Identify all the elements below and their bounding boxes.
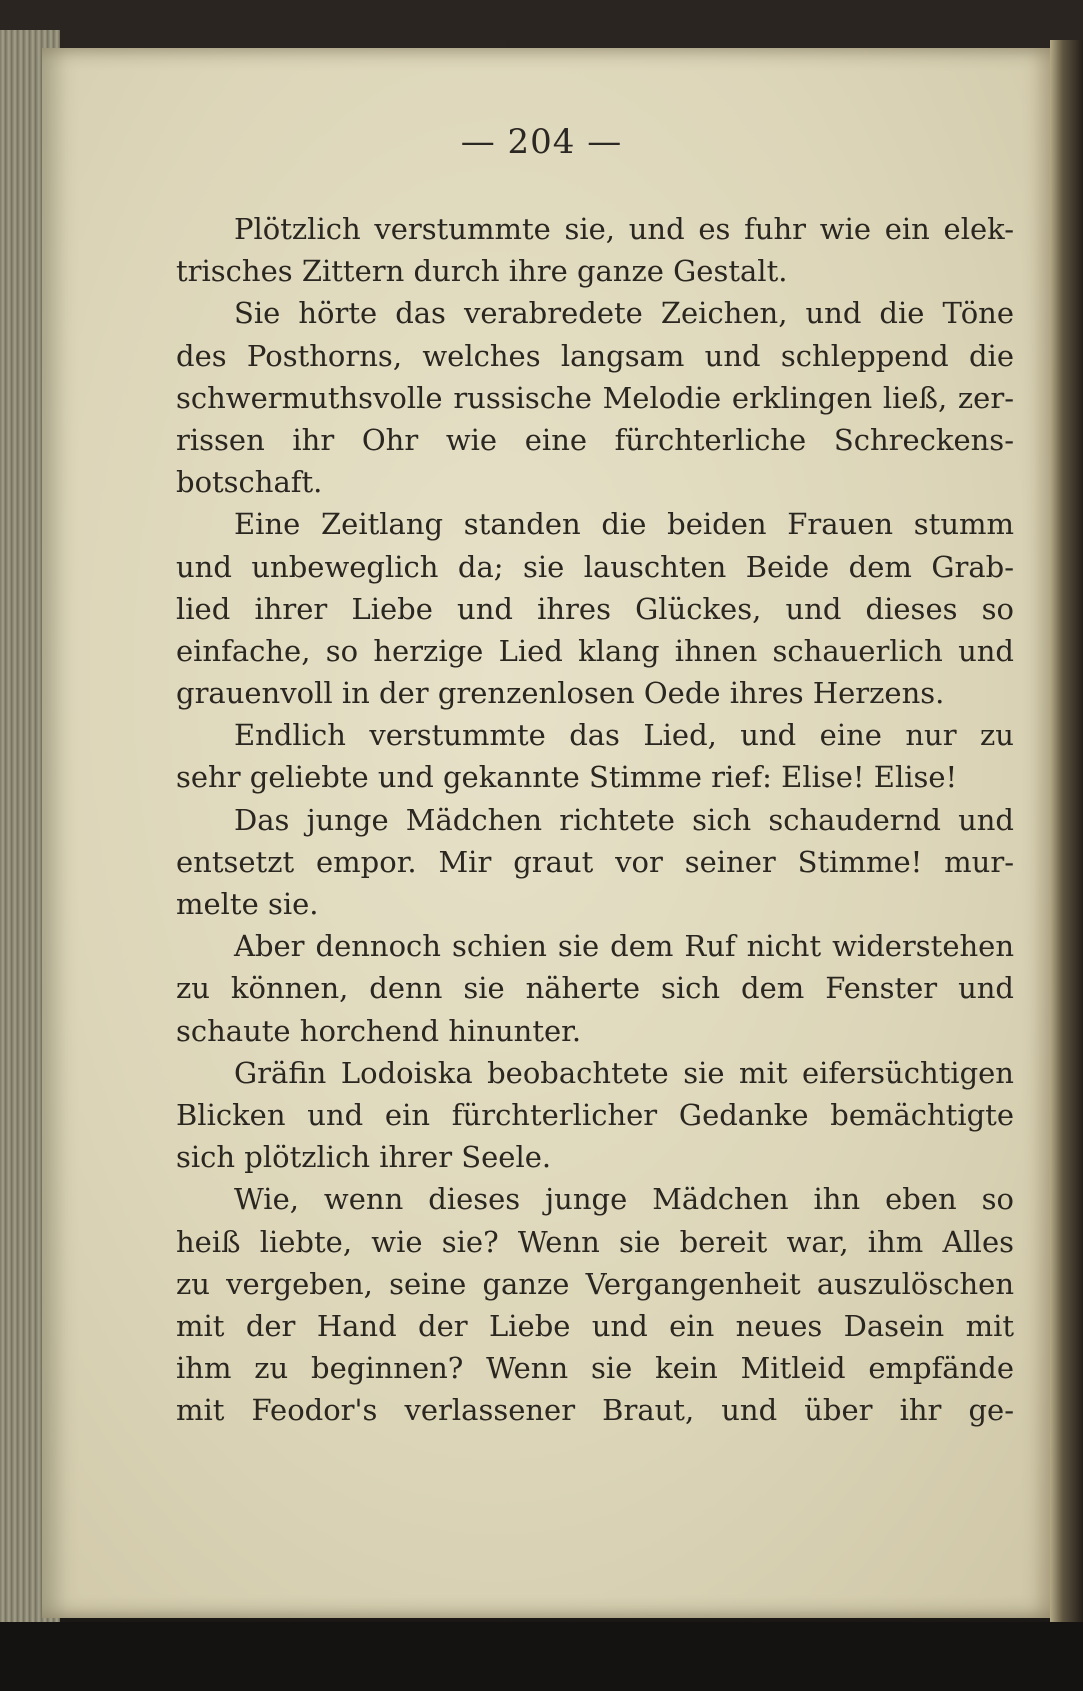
bottom-band <box>0 1622 1083 1691</box>
text-line: Aber dennoch schien sie dem Ruf nicht widerstehen <box>234 929 1014 964</box>
text-line: rissen ihr Ohr wie eine fürchterliche Schreckens- <box>176 422 1014 457</box>
text-line: schwermuthsvolle russische Melodie erklingen ließ, zer- <box>176 380 1014 415</box>
text-line: mit Feodor's verlassener Braut, und über ihr ge- <box>176 1393 1014 1428</box>
text-line: Blicken und ein fürchterlicher Gedanke bemächtigte <box>176 1097 1014 1132</box>
body-text <box>176 208 1014 1431</box>
text-line: mit der Hand der Liebe und ein neues Dasein mit <box>176 1308 1014 1343</box>
text-line: trisches Zittern durch ihre ganze Gestalt. <box>176 254 788 289</box>
text-line: entsetzt empor. Mir graut vor seiner Stimme! mur- <box>176 844 1014 879</box>
text-line: schaute horchend hinunter. <box>176 1013 582 1048</box>
text-line: Eine Zeitlang standen die beiden Frauen stumm <box>234 507 1014 542</box>
text-line: sehr geliebte und gekannte Stimme rief: Elise! Elise! <box>176 760 958 795</box>
text-line: Das junge Mädchen richtete sich schaudernd und <box>234 802 1014 837</box>
text-line: des Posthorns, welches langsam und schleppend die <box>176 338 1014 373</box>
page-number: — 204 — <box>460 122 623 162</box>
text-line: grauenvoll in der grenzenlosen Oede ihres Herzens. <box>176 676 945 711</box>
text-line: einfache, so herzige Lied klang ihnen schauerlich und <box>176 633 1014 668</box>
text-line: Wie, wenn dieses junge Mädchen ihn eben so <box>234 1182 1014 1217</box>
text-line: heiß liebte, wie sie? Wenn sie bereit war, ihm Alles <box>176 1224 1014 1259</box>
text-line: und unbeweglich da; sie lauschten Beide dem Grab- <box>176 549 1014 584</box>
text-line: Endlich verstummte das Lied, und eine nur zu <box>234 718 1014 753</box>
text-line: Gräfin Lodoiska beobachtete sie mit eifersüchtigen <box>234 1055 1014 1090</box>
text-line: zu vergeben, seine ganze Vergangenheit auszulöschen <box>176 1266 1014 1301</box>
text-line: botschaft. <box>176 465 323 500</box>
text-line: sich plötzlich ihrer Seele. <box>176 1140 552 1175</box>
text-line: zu können, denn sie näherte sich dem Fenster und <box>176 971 1014 1006</box>
text-line: Sie hörte das verabredete Zeichen, und die Töne <box>234 296 1014 331</box>
binding-edge <box>1050 40 1083 1660</box>
text-line: melte sie. <box>176 887 319 921</box>
text-line: ihm zu beginnen? Wenn sie kein Mitleid empfände <box>176 1351 1014 1386</box>
text-line: lied ihrer Liebe und ihres Glückes, und dieses so <box>176 591 1014 626</box>
text-line: Plötzlich verstummte sie, und es fuhr wie ein elek- <box>234 212 1014 246</box>
